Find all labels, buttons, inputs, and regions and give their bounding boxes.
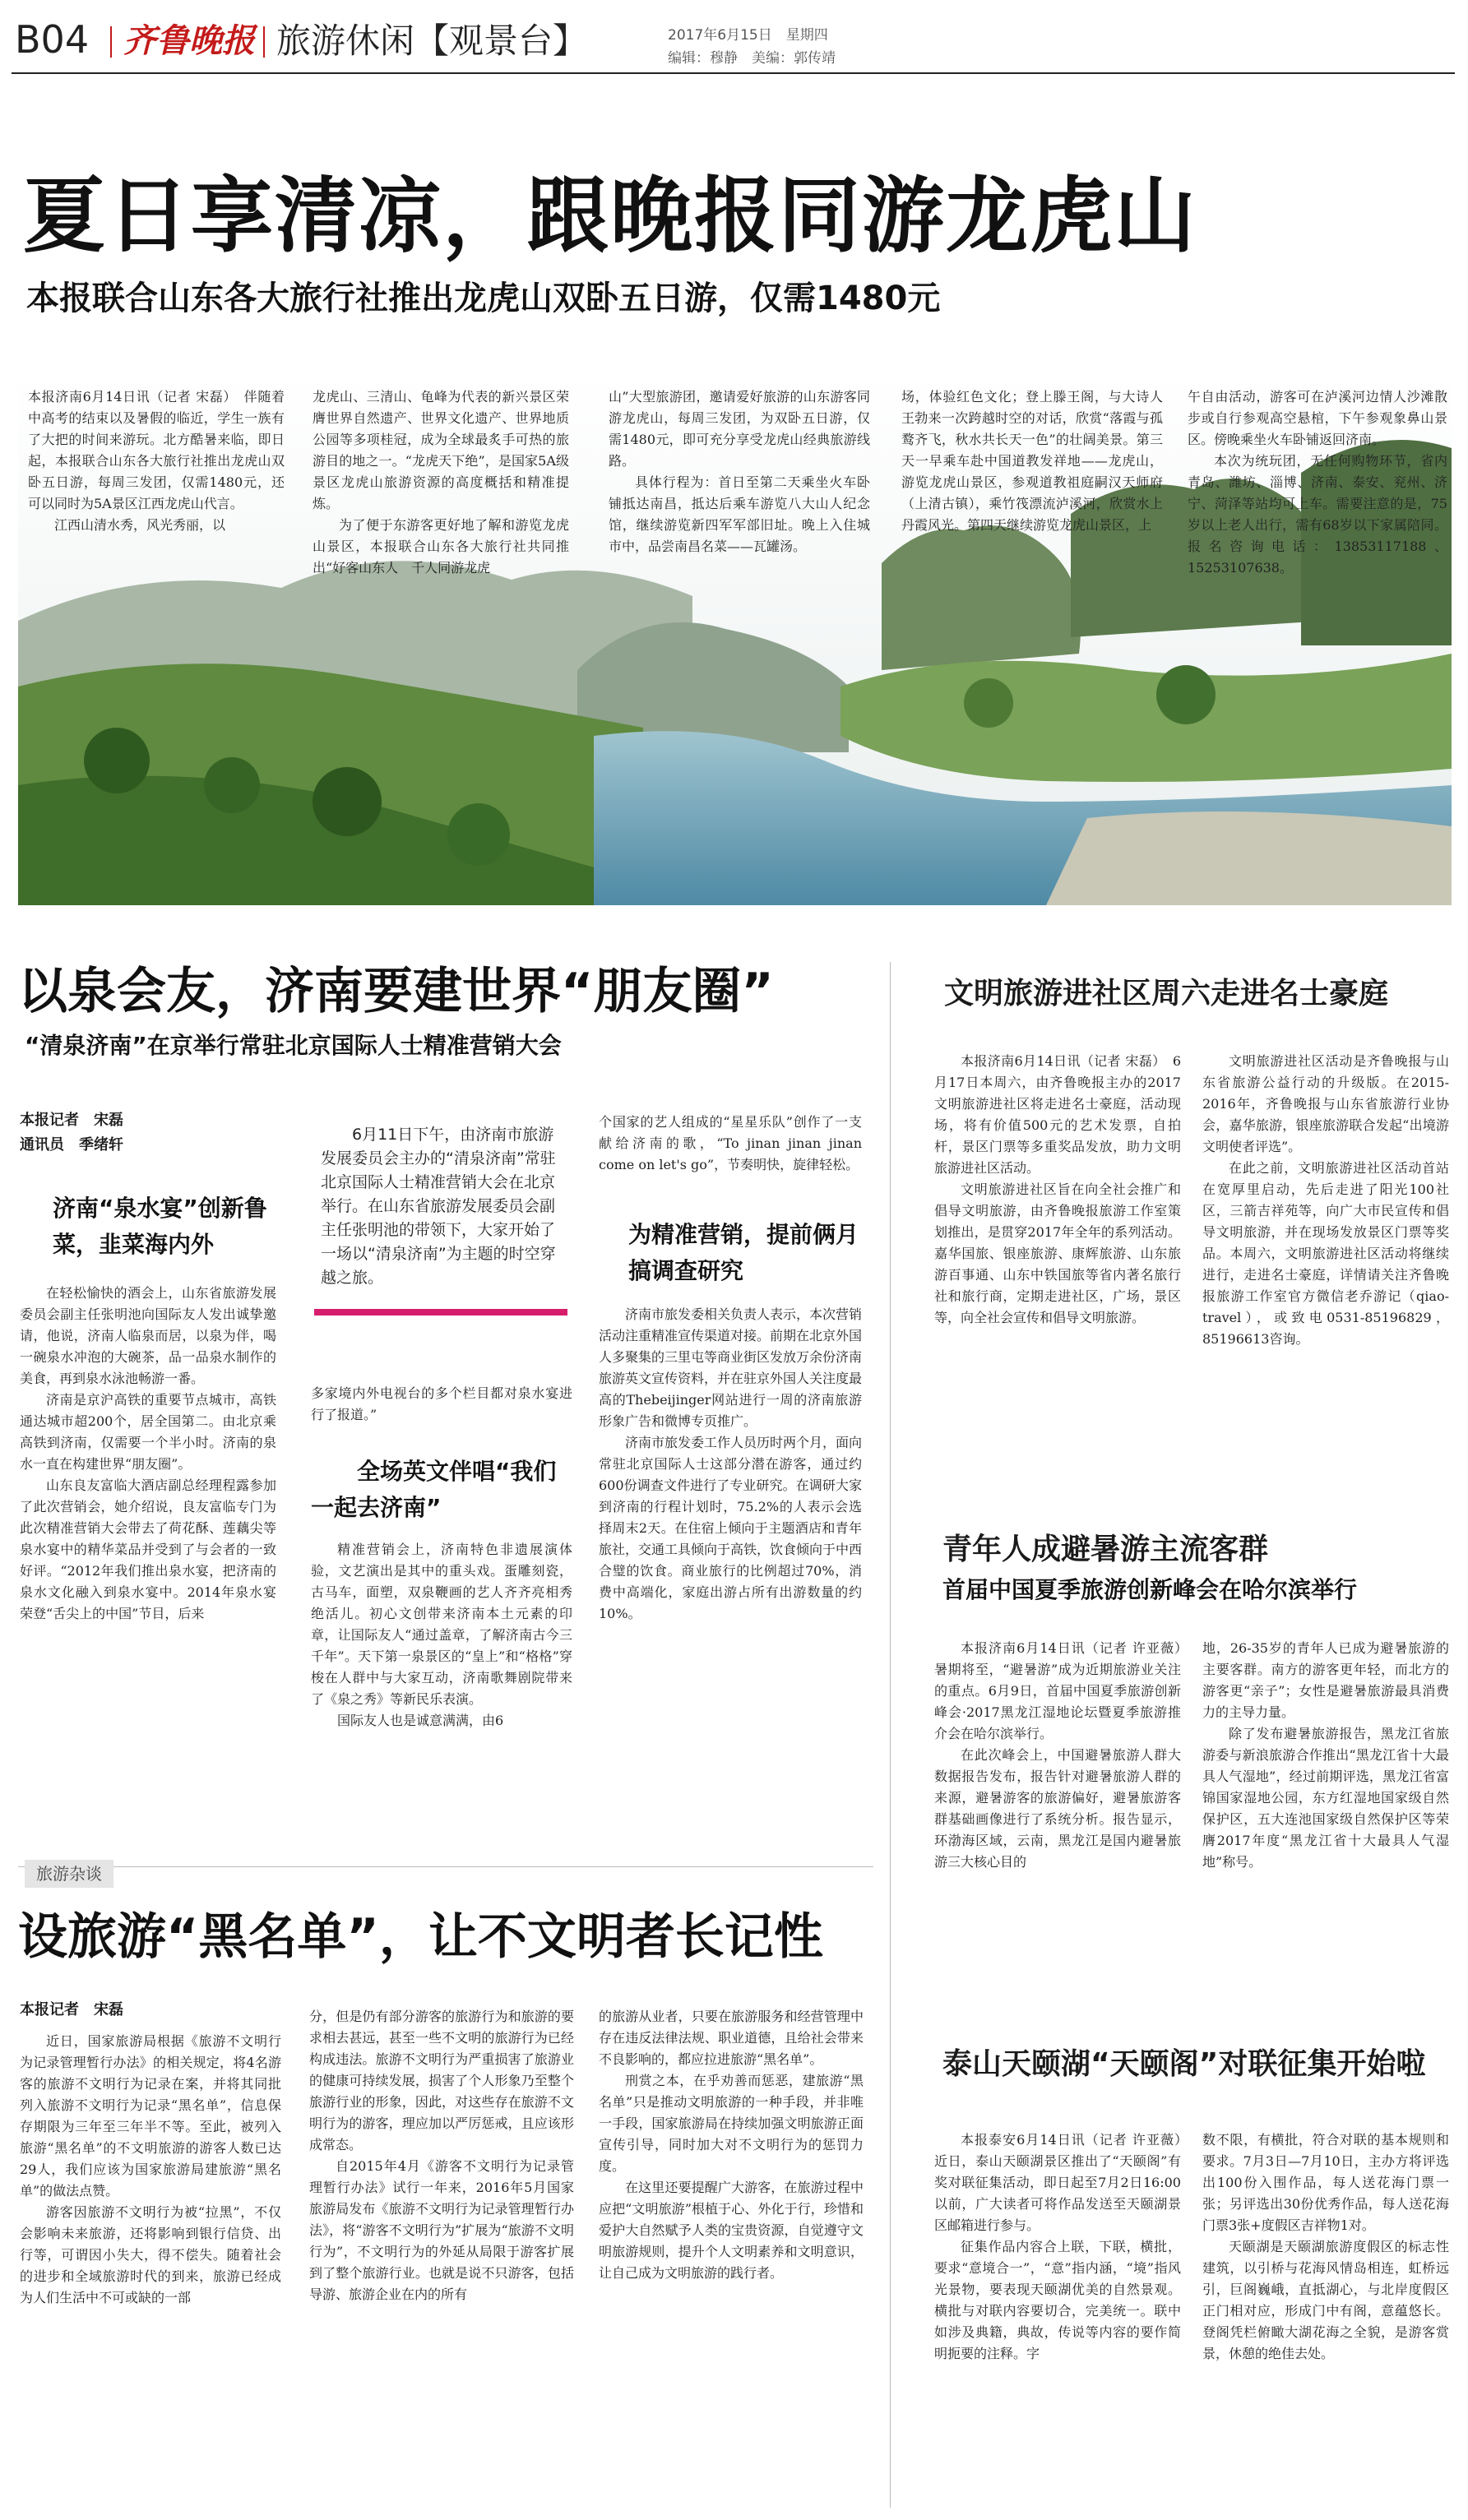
community-headline: 文明旅游进社区周六走进名士豪庭 [944, 977, 1389, 1010]
taishan-headline: 泰山天颐湖“天颐阁”对联征集开始啦 [942, 2047, 1426, 2081]
issue-date: 2017年6月15日 星期四 [668, 27, 828, 44]
quanya-subheadline: “清泉济南”在京举行常驻北京国际人士精准营销大会 [25, 1032, 562, 1059]
lead-column-4 [901, 386, 1163, 650]
newspaper-logo: 齐鲁晚报 [123, 21, 255, 60]
quanya-column-3b: 济南市旅发委相关负责人表示，本次营销活动注重精准宣传渠道对接。前期在北京外国人多聚集的三里屯等商业街区发放万余份济南旅游英文宣传资料，并在驻京外国人关注度最高的Thebeijinger网站进行一周的济南旅游形象广告和微博专页推广。 济南市旅发委工作人员历时两个月，面向常驻北京国际人士这部分潜在游客，通过约600份调查文件进行了专业研究。在调研大家到济南的行程计划时，75.2%的人表示会选择周末2天。在住宿上倾向于主题酒店和青年旅社，交通工具倾向于高铁，饮食倾向于中西合璧的饮食。商业旅行的比例超过70%，消费中高端化，家庭出游占所有出游数量的约10%。 [599, 1306, 863, 1621]
youth-column-2: 地，26-35岁的青年人已成为避暑旅游的主要客群。南方的游客更年轻，而北方的游客更“亲子”；女性是避暑旅游最具消费力的主导力量。 除了发布避暑旅游报告，黑龙江省旅游委与新浪旅游合作推出“黑龙江省十大最具人气湿地”，经过前期评选，黑龙江省富锦国家湿地公园，东方红湿地国家级自然保护区，五大连池国家级自然保护区等荣膺2017年度“黑龙江省十大最具人气湿地”称号。 [1202, 1640, 1449, 1870]
page-number: B04 [15, 17, 90, 62]
lead-paragraph: 本次为统玩团，无任何购物环节，省内青岛、潍坊、淄博、济南、泰安、兖州、济宁、菏泽等站均可上车。需要注意的是，75岁以上老人出行，需有68岁以下家属陪同。报名咨询电话：13853117188、15253107638。 [1188, 453, 1447, 576]
editor-credits: 编辑：穆静 美编：郭传靖 [668, 50, 836, 67]
quanya-subhead-c: 为精准营销，提前俩月搞调查研究 [628, 1221, 859, 1284]
youth-headline: 青年人成避暑游主流客群 [942, 1533, 1269, 1566]
reporter-credit: 本报记者 宋磊 [20, 1112, 123, 1129]
taishan-column-1: 本报泰安6月14日讯（记者 许亚薇） 近日，泰山天颐湖景区推出了“天颐阁”有奖对联征集活动，即日起至7月2日16:00以前，广大读者可将作品发送至天颐湖景区邮箱进行参与。 征集作品内容合上联，下联，横批，要求“意境合一”，“意”指内涵，“境”指风光景物，要表现天颐湖优美的自然景观。横批与对联内容要切合，完美统一。联中如涉及典籍，典故，传说等内容的要作简明扼要的注释。字 [934, 2132, 1195, 2361]
quanya-subhead-b: 全场英文伴唱“我们一起去济南” [311, 1458, 557, 1521]
blacklist-column-3: 的旅游从业者，只要在旅游服务和经营管理中存在违反法律法规、职业道德，且给社会带来不良影响的，都应拉进旅游“黑名单”。 刑赏之本，在乎劝善而惩恶，建旅游“黑名单”只是推动文明旅游的一种手段，并非唯一手段，国家旅游局在持续加强文明旅游正面宣传引导，同时加大对不文明行为的惩罚力度。 在这里还要提醒广大游客，在旅游过程中应把“文明旅游”根植于心、外化于行，珍惜和爱护大自然赋予人类的宝贵资源，自觉遵守文明旅游规则，提升个人文明素养和文明意识，让自己成为文明旅游的践行者。 [599, 2009, 864, 2281]
quanya-column-2b: 精准营销会上，济南特色非遗展演体验，文艺演出是其中的重头戏。蛋雕刻瓷，古马车，面塑，双泉鞭画的艺人齐齐亮相秀绝活儿。初心文创带来济南本土元素的印章，让国际友人“通过盖章，了解济南古今三千年”。天下第一泉景区的“皇上”和“格格”穿梭在人群中与大家互动，济南歌舞剧院带来了《泉之秀》等新民乐表演。 国际友人也是诚意满满，由6 [311, 1542, 572, 1728]
column-divider [890, 962, 891, 2508]
blacklist-byline: 本报记者 宋磊 [20, 2001, 123, 2018]
column-label-rule [18, 1866, 873, 1867]
lead-paragraph: 本报济南6月14日讯（记者 宋磊） 伴随着中高考的结束以及暑假的临近，学生一族有了大把的时间来游玩。北方酷暑来临，即日起，本报联合山东各大旅行社推出龙虎山双卧五日游，每周三发团，仅需1480元，还可以同时为5A景区江西龙虎山代言。 [28, 389, 285, 511]
lead-headline: 夏日享清凉，跟晚报同游龙虎山 [23, 168, 1197, 264]
quanya-column-1: 在轻松愉快的酒会上，山东省旅游发展委员会副主任张明池向国际友人发出诚挚邀请，他说，济南人临泉而居，以泉为伴，喝一碗泉水冲泡的大碗茶，品一品泉水制作的美食，再到泉水泳池畅游一番。 济南是京沪高铁的重要节点城市，高铁通达城市超200个，居全国第二。由北京乘高铁到济南，仅需要一个半小时。济南的泉水一直在构建世界“朋友圈”。 山东良友富临大酒店副总经理程露参加了此次营销会，她介绍说，良友富临专门为此次精准营销大会带去了荷花酥、莲藕尖等泉水宴中的精华菜品并受到了与会者的一致好评。“2012年我们推出泉水宴，把济南的泉水文化融入到泉水宴中。2014年泉水宴荣登“舌尖上的中国”节目，后来 [20, 1285, 276, 1621]
masthead [0, 0, 1468, 82]
lead-paragraph: 场，体验红色文化；登上滕王阁，与大诗人王勃来一次跨越时空的对话，欣赏“落霞与孤鹜齐飞，秋水共长天一色”的壮阔美景。第三天一早乘车赴中国道教发祥地——龙虎山，游览龙虎山景区，参观道教祖庭嗣汉天师府（上清古镇），乘竹筏漂流泸溪河，欣赏水上丹霞风光。第四天继续游览龙虎山景区，上 [901, 389, 1163, 533]
column-label: 旅游杂谈 [25, 1860, 113, 1888]
masthead-rule [12, 72, 1455, 74]
community-column-1: 本报济南6月14日讯（记者 宋磊） 6月17日本周六，由齐鲁晚报主办的2017文明旅游进社区将走进名士豪庭，活动现场，将有价值500元的艺术发票，自拍杆，景区门票等多重奖品发放，助力文明旅游进社区活动。 文明旅游进社区旨在向全社会推广和倡导文明旅游，由齐鲁晚报旅游工作室策划推出，是贯穿2017年全年的系列活动。嘉华国旅、银座旅游、康辉旅游、山东旅游百事通、山东中铁国旅等省内著名旅行社和旅行商，定期走进社区，广场，景区等，向全社会宣传和倡导文明旅游。 [934, 1053, 1181, 1325]
lead-column-2 [313, 386, 569, 650]
lead-column-1 [28, 386, 285, 650]
quanya-column-3: 个国家的艺人组成的“星星乐队”创作了一支献给济南的歌，“To jinan jinan jinan come on let's go”，节奏明快，旋律轻松。 [599, 1114, 862, 1172]
pull-quote-rule [314, 1309, 567, 1315]
taishan-column-2: 数不限，有横批，符合对联的基本规则和要求。7月3日—7月10日，主办方将评选出100份入围作品，每人送花海门票一张；另评选出30份优秀作品，每人送花海门票3张+度假区吉祥物1对。 天颐湖是天颐湖旅游度假区的标志性建筑，以引桥与花海风情岛相连，虹桥远引，巨阁巍峨，直抵湖心，与北岸度假区正门相对应，形成门中有阁，意蕴悠长。登阁凭栏俯瞰大湖花海之全貌，是游客赏景，休憩的绝佳去处。 [1202, 2132, 1449, 2361]
lead-paragraph: 为了便于东游客更好地了解和游览龙虎山景区，本报联合山东各大旅行社共同推出“好客山东人 千人同游龙虎 [313, 517, 569, 576]
youth-column-1: 本报济南6月14日讯（记者 许亚薇） 暑期将至，“避暑游”成为近期旅游业关注的重点。6月9日，首届中国夏季旅游创新峰会·2017黑龙江湿地论坛暨夏季旅游推介会在哈尔滨举行。 在此次峰会上，中国避暑旅游人群大数据报告发布，报告针对避暑旅游人群的来源，避暑游客的旅游偏好，避暑旅游客群基础画像进行了系统分析。报告显示，环渤海区域，云南，黑龙江是国内避暑旅游三大核心目的 [934, 1640, 1195, 1870]
quanya-column-2: 多家境内外电视台的多个栏目都对泉水宴进行了报道。” [311, 1385, 572, 1422]
quanya-headline: 以泉会友，济南要建世界“朋友圈” [18, 963, 774, 1020]
lead-paragraph: 具体行程为：首日至第二天乘坐火车卧铺抵达南昌，抵达后乘车游览八大山人纪念馆，继续游览新四军军部旧址。晚上入住城市中，品尝南昌名菜——瓦罐汤。 [609, 474, 870, 554]
section-title: 旅游休闲【观景台】 [276, 21, 588, 61]
blacklist-column-2: 分，但是仍有部分游客的旅游行为和旅游的要求相去甚远，甚至一些不文明的旅游行为已经构成违法。旅游不文明行为严重损害了旅游业的健康可持续发展，损害了个人形象乃至整个旅游行业的形象，因此，对这些存在旅游不文明行为的游客，理应加以严厉惩戒，且应该形成常态。 自2015年4月《游客不文明行为记录管理暂行办法》试行一年来，2016年5月国家旅游局发布《旅游不文明行为记录管理暂行办法》，将“游客不文明行为”扩展为“旅游不文明行为”，不文明行为的外延从局限于游客扩展到了整个旅游行业。也就是说不只游客，包括导游、旅游企业在内的所有 [309, 2009, 574, 2302]
lead-paragraph: 江西山清水秀，风光秀丽，以 [54, 517, 226, 533]
lead-paragraph: 龙虎山、三清山、龟峰为代表的新兴景区荣膺世界自然遗产、世界文化遗产、世界地质公园等多项桂冠，成为全球最炙手可热的旅游目的地之一。“龙虎天下绝”，是国家5A级景区龙虎山旅游资源的高度概括和精准提炼。 [313, 389, 569, 511]
quanya-subhead-a: 济南“泉水宴”创新鲁菜，韭菜海内外 [53, 1195, 267, 1258]
lead-paragraph: 午自由活动，游客可在泸溪河边情人沙滩散步或自行参观高空悬棺，下午参观象鼻山景区。傍晚乘坐火车卧铺返回济南。 [1188, 389, 1447, 447]
lead-column-3 [609, 386, 870, 650]
blacklist-column-1: 近日，国家旅游局根据《旅游不文明行为记录管理暂行办法》的相关规定，将4名游客的旅游不文明行为记录在案，并将其同批列入旅游不文明行为记录“黑名单”，信息保存期限为三年至三年半不等。至此，被列入旅游“黑名单”的不文明旅游的游客人数已达29人，我们应该为国家旅游局建旅游“黑名单”的做法点赞。 游客因旅游不文明行为被“拉黑”，不仅会影响未来旅游，还将影响到银行信贷、出行等，可谓因小失大，得不偿失。随着社会的进步和全域旅游时代的到来，旅游已经成为人们生活中不可或缺的一部 [20, 2033, 281, 2305]
pull-quote: 6月11日下午，由济南市旅游发展委员会主办的“清泉济南”常驻北京国际人士精准营销大会在北京举行。在山东省旅游发展委员会副主任张明池的带领下，大家开始了一场以“清泉济南”为主题的时空穿越之旅。 [321, 1123, 569, 1324]
quanya-byline [20, 1108, 291, 1158]
blacklist-headline: 设旅游“黑名单”，让不文明者长记性 [18, 1908, 823, 1966]
correspondent-credit: 通讯员 季绪轩 [20, 1136, 123, 1154]
youth-subheadline: 首届中国夏季旅游创新峰会在哈尔滨举行 [942, 1576, 1358, 1603]
lead-subheadline: 本报联合山东各大旅行社推出龙虎山双卧五日游，仅需1480元 [26, 280, 941, 317]
community-column-2: 文明旅游进社区活动是齐鲁晚报与山东省旅游公益行动的升级版。在2015-2016年，齐鲁晚报与山东省旅游行业协会，嘉华旅游，银座旅游联合发起“出境游文明使者评选”。 在此之前，文明旅游进社区活动首站在宽厚里启动，先后走进了阳光100社区，三箭吉祥苑等，向广大市民宣传和倡导文明旅游，并在现场发放景区门票等奖品。本周六，文明旅游进社区活动将继续进行，走进名士豪庭，详情请关注齐鲁晚报旅游工作室官方微信老乔游记（qiao-travel），或致电0531-85196829，85196613咨询。 [1202, 1053, 1449, 1347]
lead-column-5 [1188, 386, 1447, 650]
lead-paragraph: 山”大型旅游团，邀请爱好旅游的山东游客同游龙虎山，每周三发团，为双卧五日游，仅需1480元，即可充分享受龙虎山经典旅游线路。 [609, 389, 870, 469]
